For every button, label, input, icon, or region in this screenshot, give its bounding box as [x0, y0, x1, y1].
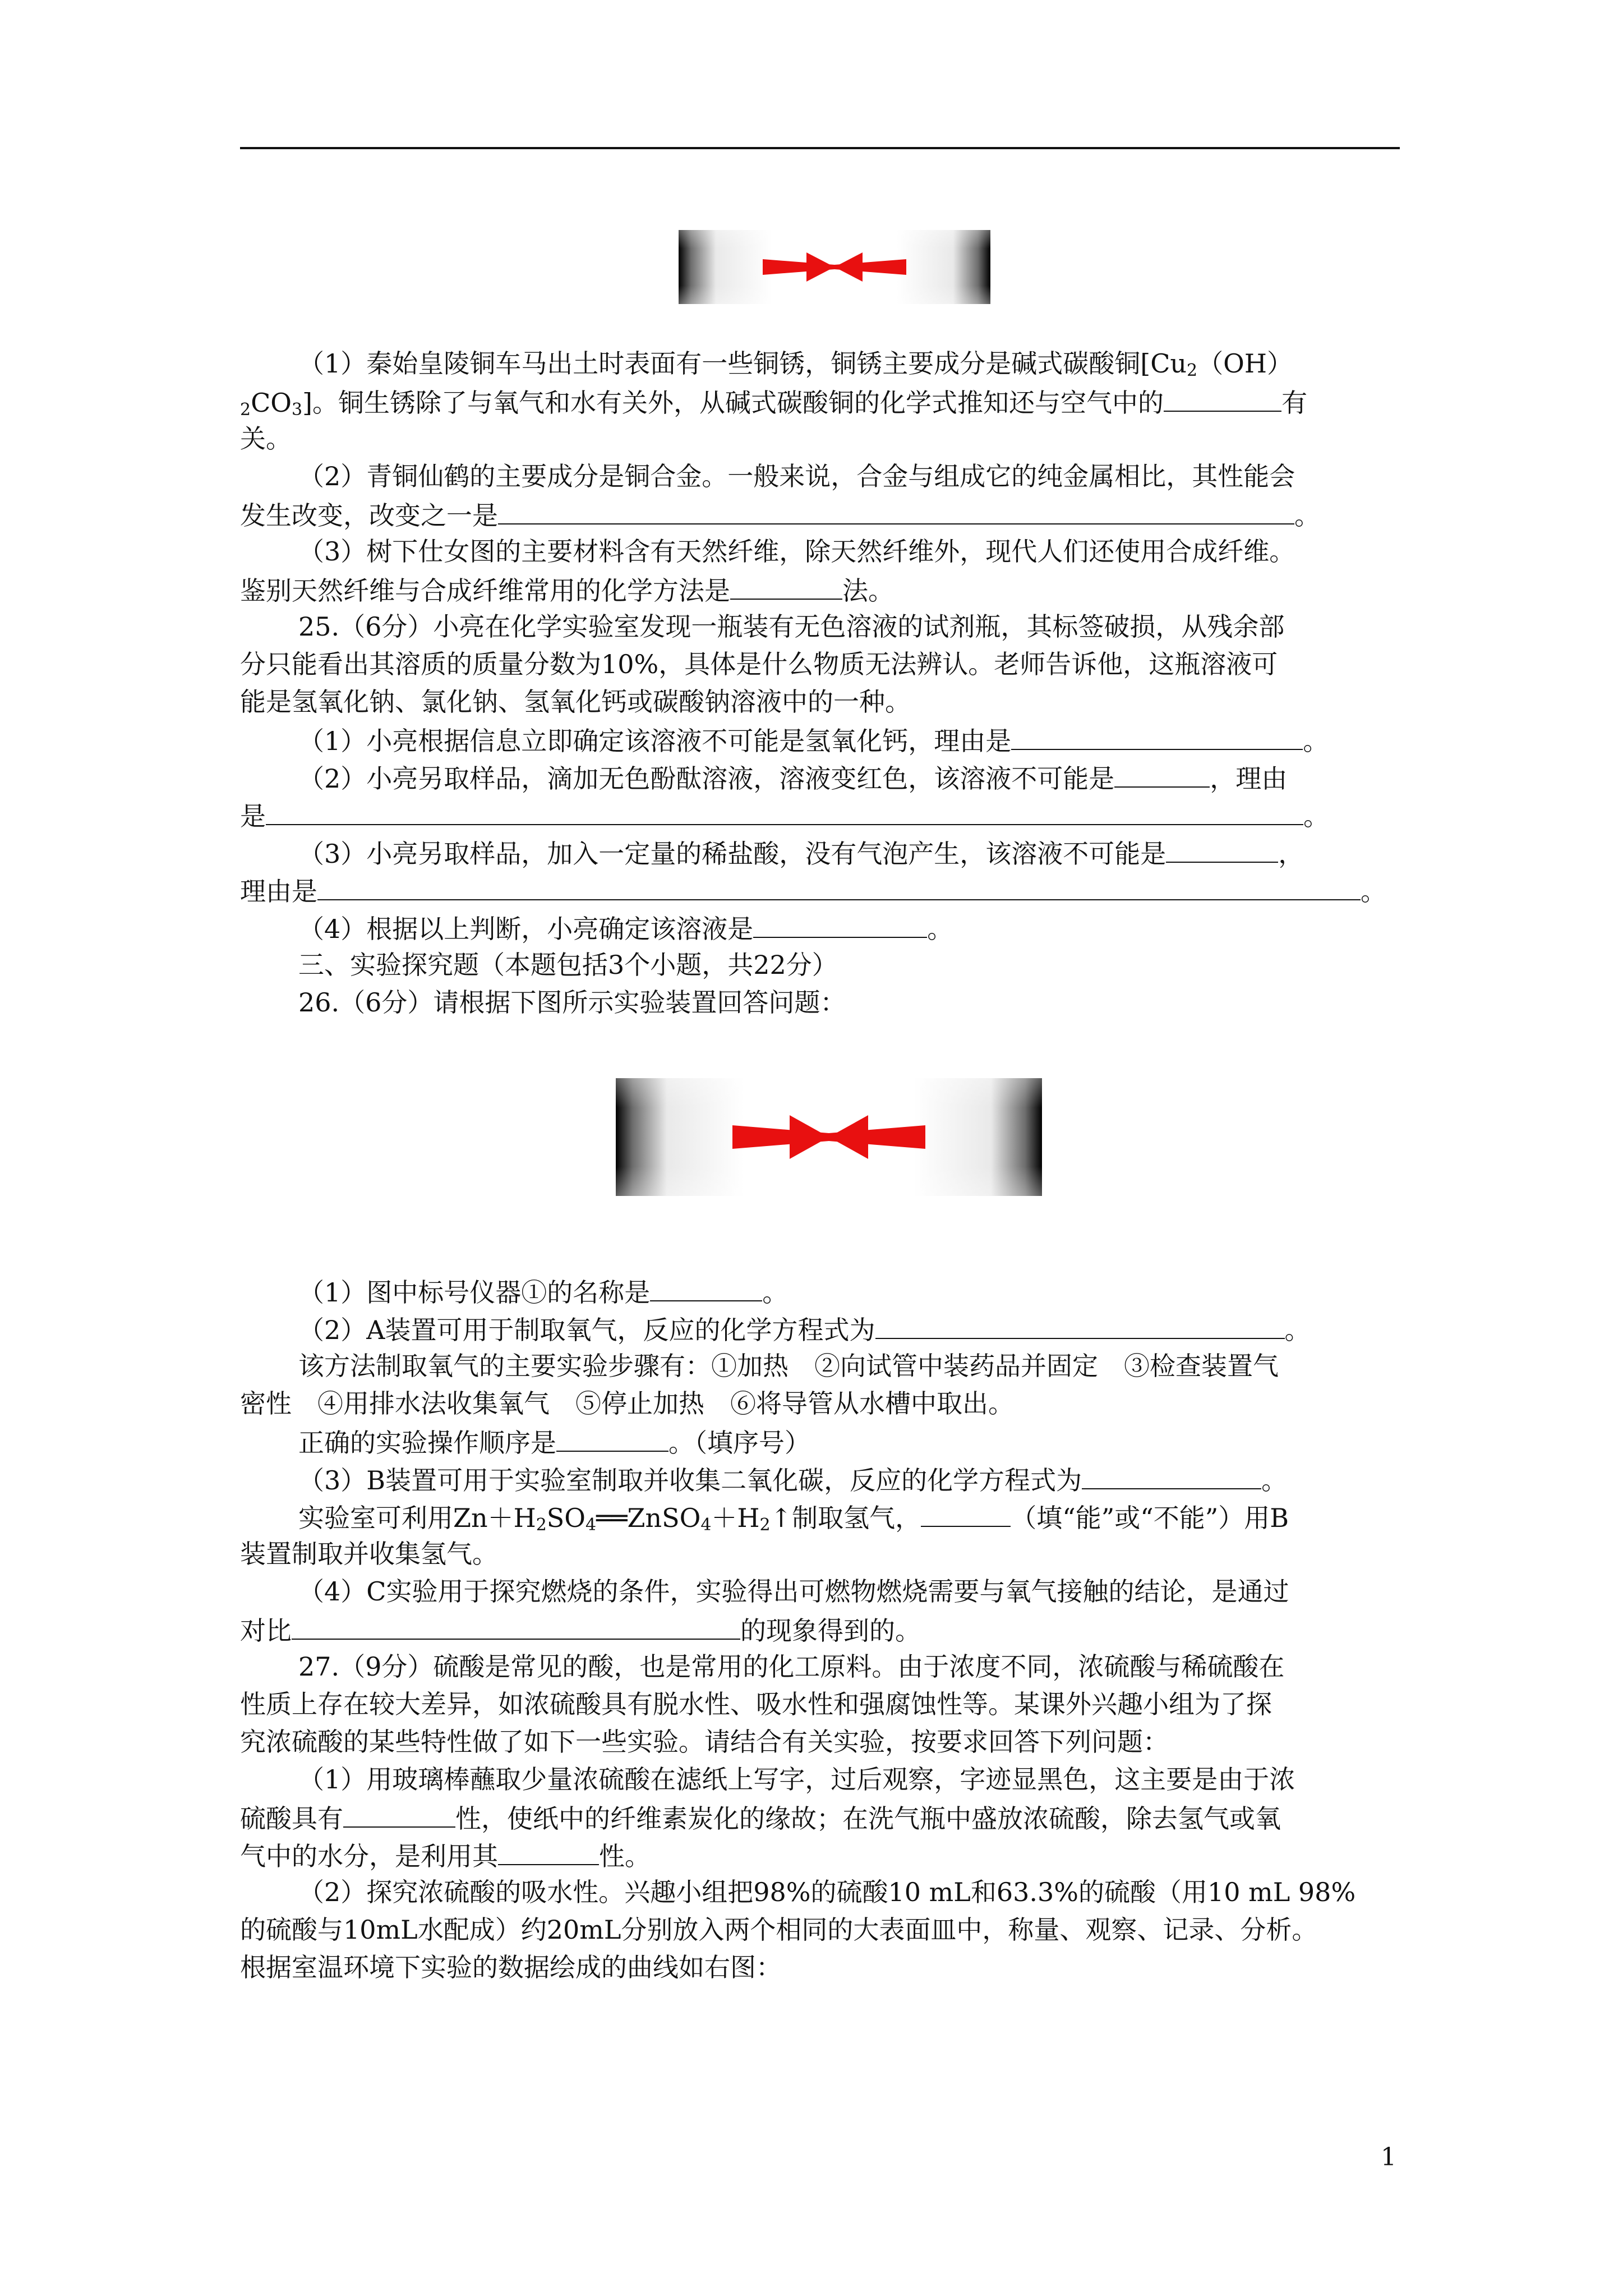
q25-line: 能是氢氧化钠、氯化钠、氢氧化钙或碳酸钠溶液中的一种。 — [240, 687, 911, 717]
q26-line: 对比 的现象得到的。 — [240, 1611, 1423, 1648]
answer-blank — [753, 909, 927, 938]
q27-line: 的硫酸与10mL水配成）约20mL分别放入两个相同的大表面皿中，称量、观察、记录、分析。 — [240, 1915, 1318, 1945]
q27-line: 性质上存在较大差异，如浓硫酸具有脱水性、吸水性和强腐蚀性等。某课外兴趣小组为了探 — [240, 1689, 1272, 1719]
section-heading: 三、实验探究题（本题包括3个小题，共22分） — [298, 950, 838, 980]
q26-intro: 26.（6分）请根据下图所示实验装置回答问题： — [298, 987, 846, 1018]
answer-blank — [650, 1272, 762, 1301]
question-26-27-block — [240, 1272, 1423, 1986]
q27-line: （2）探究浓硫酸的吸水性。兴趣小组把98%的硫酸10 mL和63.3%的硫酸（用10 mL 98% — [298, 1877, 1356, 1907]
answer-blank — [1164, 383, 1281, 412]
header-rule — [240, 147, 1400, 149]
answer-blank — [266, 796, 1303, 825]
q24-line: （3）树下仕女图的主要材料含有天然纤维，除天然纤维外，现代人们还使用合成纤维。 — [298, 536, 1295, 567]
answer-blank — [317, 871, 1361, 900]
q27-line: （1）用玻璃棒蘸取少量浓硫酸在滤纸上写字，过后观察，字迹显黑色，这主要是由于浓 — [298, 1764, 1295, 1795]
q25-line: （2）小亮另取样品，滴加无色酚酞溶液，溶液变红色，该溶液不可能是 ，理由 — [240, 758, 1423, 796]
question-25-block — [240, 608, 1423, 1022]
q26-line: 实验室可利用$Zn+H_2SO_4══ZnSO_4+H_2↑$制取氢气， （填“能”或“不能”）用B — [240, 1498, 1423, 1535]
q27-line: 硫酸具有 性，使纸中的纤维素炭化的缘故；在洗气瓶中盛放浓硫酸，除去氢气或氧 — [240, 1798, 1423, 1836]
q25-line: （4）根据以上判断，小亮确定该溶液是 。 — [240, 909, 1423, 946]
broken-image-placeholder — [679, 230, 990, 304]
answer-blank — [730, 570, 842, 600]
answer-blank — [498, 495, 1294, 524]
q27-line: 27.（9分）硫酸是常见的酸，也是常用的化工原料。由于浓度不同，浓硫酸与稀硫酸在 — [298, 1651, 1285, 1682]
q26-line: 正确的实验操作顺序是 。（填序号） — [240, 1423, 1423, 1460]
q25-line: 是 。 — [240, 796, 1423, 834]
page-number: 1 — [1381, 2143, 1396, 2171]
broken-image-placeholder — [616, 1078, 1042, 1196]
answer-blank — [875, 1310, 1285, 1339]
answer-blank — [1011, 721, 1303, 750]
q27-line: 气中的水分，是利用其 性。 — [240, 1836, 1423, 1874]
q26-line: 密性 ④用排水法收集氧气 ⑤停止加热 ⑥将导管从水槽中取出。 — [240, 1388, 1014, 1419]
answer-blank — [498, 1836, 599, 1865]
q26-line: （3）B装置可用于实验室制取并收集二氧化碳，反应的化学方程式为 。 — [240, 1460, 1423, 1498]
q25-line: 25.（6分）小亮在化学实验室发现一瓶装有无色溶液的试剂瓶，其标签破损，从残余部 — [298, 611, 1285, 642]
answer-blank — [1166, 834, 1278, 863]
q26-line: （2）A装置可用于制取氧气，反应的化学方程式为 。 — [240, 1310, 1423, 1347]
q27-line: 究浓硫酸的某些特性做了如下一些实验。请结合有关实验，按要求回答下列问题： — [240, 1727, 1169, 1757]
q26-line: （1）图中标号仪器①的名称是 。 — [240, 1272, 1423, 1310]
q24-line: 发生改变，改变之一是 。 — [240, 495, 1423, 533]
broken-image-icon — [679, 230, 990, 304]
answer-blank — [556, 1423, 668, 1452]
answer-blank — [1082, 1460, 1261, 1489]
question-24-block — [240, 345, 1423, 608]
q26-line: （4）C实验用于探究燃烧的条件，实验得出可燃物燃烧需要与氧气接触的结论，是通过 — [298, 1576, 1289, 1607]
q24-line: 关。 — [240, 424, 292, 454]
q25-line: 理由是 。 — [240, 871, 1423, 909]
answer-blank — [292, 1611, 740, 1640]
q26-line: 装置制取并收集氢气。 — [240, 1539, 498, 1569]
broken-image-icon — [616, 1078, 1042, 1196]
q25-line: （1）小亮根据信息立即确定该溶液不可能是氢氧化钙，理由是 。 — [240, 721, 1423, 758]
q25-line: （3）小亮另取样品，加入一定量的稀盐酸，没有气泡产生，该溶液不可能是 ， — [240, 834, 1423, 871]
answer-blank — [921, 1498, 1011, 1527]
q26-line: 该方法制取氧气的主要实验步骤有：①加热 ②向试管中装药品并固定 ③检查装置气 — [298, 1351, 1279, 1381]
q27-line: 根据室温环境下实验的数据绘成的曲线如右图： — [240, 1952, 782, 1982]
q25-line: 分只能看出其溶质的质量分数为10%，具体是什么物质无法辨认。老师告诉他，这瓶溶液可 — [240, 649, 1278, 679]
q24-line: （1）秦始皇陵铜车马出土时表面有一些铜锈，铜锈主要成分是碱式碳酸铜[$Cu_2(OH)$ — [298, 348, 1293, 380]
answer-blank — [343, 1798, 455, 1828]
q24-line: （2）青铜仙鹤的主要成分是铜合金。一般来说，合金与组成它的纯金属相比，其性能会 — [298, 461, 1295, 491]
q24-line: $_2CO_3$]。铜生锈除了与氧气和水有关外，从碱式碳酸铜的化学式推知还与空气中的 有 — [240, 383, 1423, 420]
q24-line: 鉴别天然纤维与合成纤维常用的化学方法是 法。 — [240, 570, 1423, 608]
answer-blank — [1114, 758, 1210, 788]
